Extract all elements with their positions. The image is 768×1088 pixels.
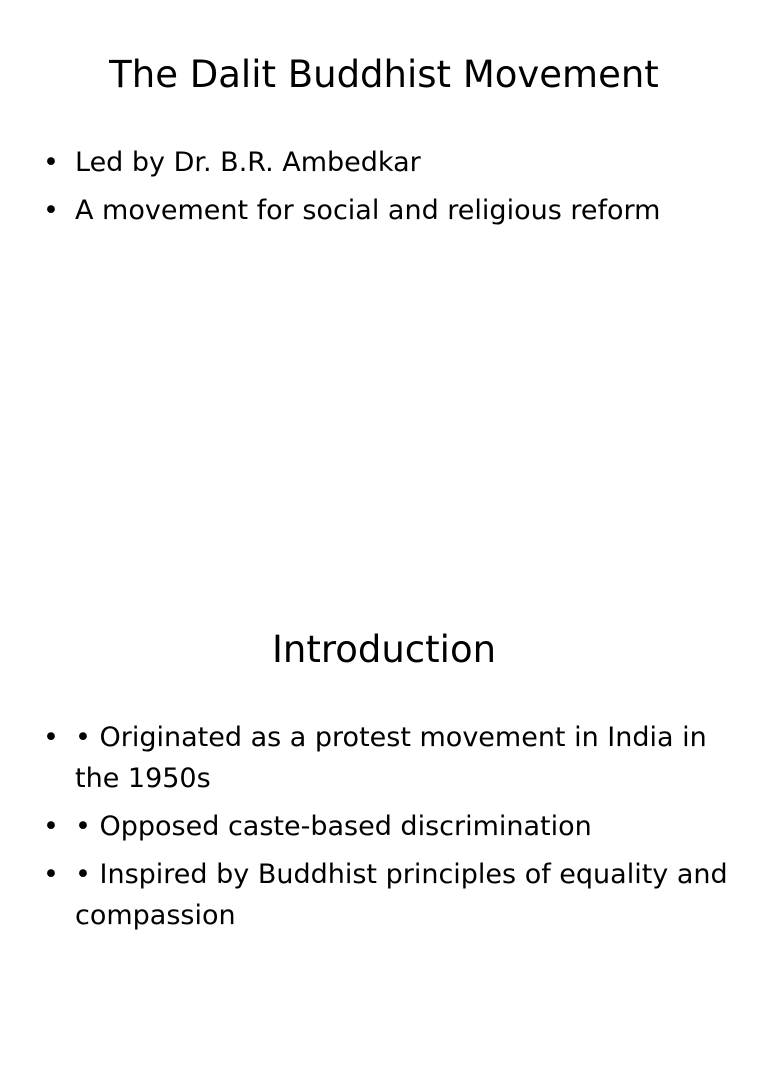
- bullet-item: [38, 142, 728, 183]
- bullet-icon: •: [43, 811, 59, 842]
- bullet-item: [38, 717, 728, 799]
- bullet-icon: •: [43, 722, 59, 753]
- bullet-item: [38, 190, 728, 231]
- bullet-text: A movement for social and religious reform: [75, 195, 661, 226]
- bullet-text: Led by Dr. B.R. Ambedkar: [75, 147, 421, 178]
- slide-title: The Dalit Buddhist Movement: [109, 53, 659, 96]
- bullet-icon: •: [43, 859, 59, 890]
- bullet-icon: •: [43, 147, 59, 178]
- bullet-text: • Inspired by Buddhist principles of equality and compassion: [75, 859, 728, 931]
- bullet-item: [38, 854, 728, 936]
- bullet-text: • Opposed caste-based discrimination: [75, 811, 592, 842]
- slide-1: [0, 0, 768, 512]
- bullet-list: [38, 717, 728, 943]
- bullet-list: [38, 142, 728, 238]
- bullet-text: • Originated as a protest movement in India in the 1950s: [75, 722, 707, 794]
- slide-title: Introduction: [271, 628, 497, 671]
- slide-2: [0, 576, 768, 1088]
- bullet-icon: •: [43, 195, 59, 226]
- bullet-item: [38, 806, 728, 847]
